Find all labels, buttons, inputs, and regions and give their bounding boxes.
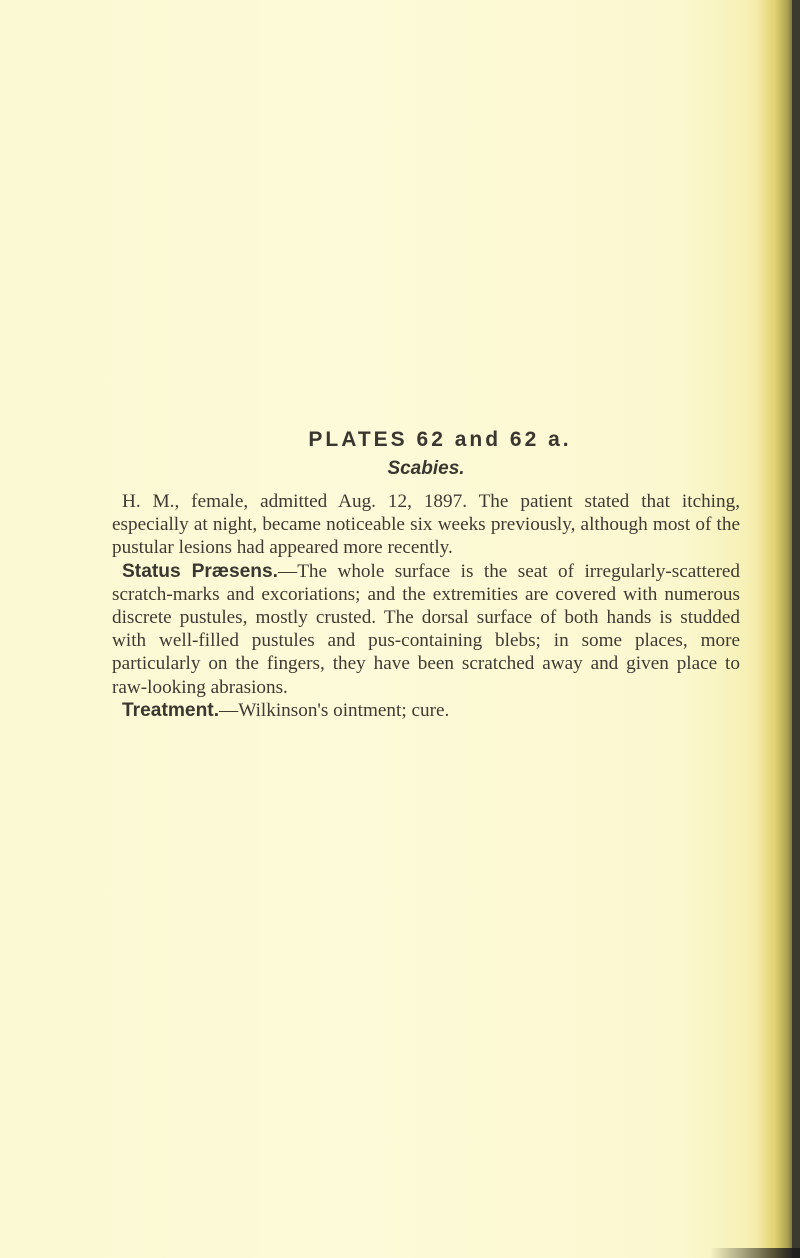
history-paragraph (112, 490, 740, 560)
case-report (112, 428, 740, 722)
page-corner-shadow (710, 1248, 800, 1258)
treatment-text: —Wilkinson's ointment; cure. (219, 699, 450, 721)
page-edge-dark (792, 0, 800, 1258)
status-text: —The whole surface is the seat of irregularly-scattered scratch-marks and excoriations; and the extremities are covered with numerous discrete pustules, mostly crusted. The dorsal surface of both hands is studded with well-filled pustules and pus-containing blebs; in some places, more particularly on the fingers, they have been scratched away and given place to raw-looking abrasions. (112, 560, 740, 698)
plate-title: PLATES 62 and 62 a. (308, 428, 572, 451)
disease-heading: Scabies. (387, 458, 465, 479)
status-label: Status Præsens. (122, 560, 279, 582)
treatment-label: Treatment. (122, 699, 220, 721)
history-text: H. M., female, admitted Aug. 12, 1897. The patient stated that itching, especially at night, became noticeable six weeks previously, although most of the pustular lesions had appeared more recently. (112, 491, 740, 559)
treatment-paragraph (112, 699, 740, 722)
status-paragraph (112, 560, 740, 699)
